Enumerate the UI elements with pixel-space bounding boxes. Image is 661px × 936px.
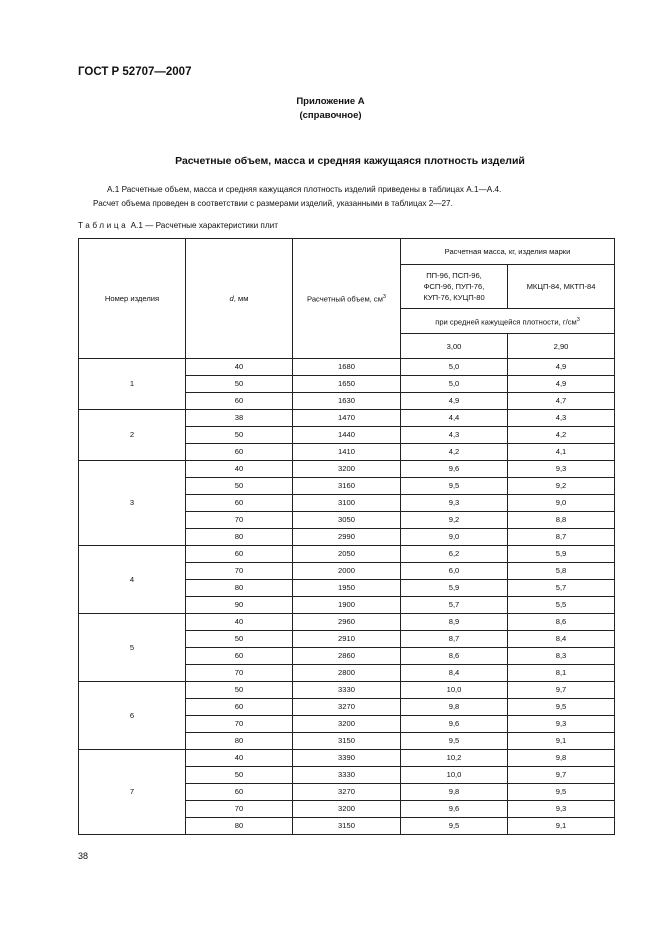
- cell-volume: 3150: [293, 818, 401, 835]
- cell-volume: 3330: [293, 767, 401, 784]
- table-row: [79, 614, 615, 631]
- cell-mass2: 8,6: [508, 614, 615, 631]
- cell-item-number: 2: [79, 410, 186, 461]
- header-volume-sup: 3: [382, 294, 386, 301]
- cell-volume: 3200: [293, 801, 401, 818]
- cell-d: 80: [186, 529, 293, 546]
- cell-mass1: 9,8: [401, 699, 508, 716]
- cell-volume: 1680: [293, 359, 401, 376]
- cell-mass1: 5,0: [401, 376, 508, 393]
- cell-volume: 1470: [293, 410, 401, 427]
- header-density-label: при средней кажущейся плотности, г/см: [435, 317, 577, 327]
- cell-volume: 3200: [293, 716, 401, 733]
- cell-item-number: 3: [79, 461, 186, 546]
- cell-item-number: 4: [79, 546, 186, 614]
- cell-volume: 3200: [293, 461, 401, 478]
- cell-d: 50: [186, 631, 293, 648]
- cell-mass1: 9,8: [401, 784, 508, 801]
- cell-mass2: 5,7: [508, 580, 615, 597]
- page-number: 38: [78, 851, 89, 861]
- header-density-sup: 3: [576, 316, 580, 323]
- cell-item-number: 1: [79, 359, 186, 410]
- appendix-heading: [0, 95, 661, 123]
- appendix-subtitle: (справочное): [299, 110, 362, 121]
- cell-d: 60: [186, 546, 293, 563]
- cell-mass1: 8,9: [401, 614, 508, 631]
- cell-d: 70: [186, 563, 293, 580]
- cell-volume: 3390: [293, 750, 401, 767]
- cell-volume: 1440: [293, 427, 401, 444]
- cell-mass1: 9,0: [401, 529, 508, 546]
- cell-mass1: 10,0: [401, 682, 508, 699]
- cell-mass1: 8,4: [401, 665, 508, 682]
- cell-mass2: 9,8: [508, 750, 615, 767]
- cell-d: 70: [186, 665, 293, 682]
- cell-d: 40: [186, 461, 293, 478]
- cell-d: 60: [186, 444, 293, 461]
- cell-volume: 2800: [293, 665, 401, 682]
- cell-mass2: 9,1: [508, 818, 615, 835]
- paragraph-a1: А.1 Расчетные объем, масса и средняя кажущаяся плотность изделий приведены в таблицах А.1—А.4.: [107, 185, 502, 194]
- cell-mass2: 9,7: [508, 682, 615, 699]
- cell-mass2: 4,2: [508, 427, 615, 444]
- header-brand-1: [401, 265, 508, 309]
- cell-mass2: 9,0: [508, 495, 615, 512]
- cell-item-number: 5: [79, 614, 186, 682]
- header-d-symbol: d: [229, 294, 234, 303]
- cell-mass1: 8,7: [401, 631, 508, 648]
- table-caption: [78, 221, 278, 230]
- header-volume-label: Расчетный объем, см: [307, 294, 383, 304]
- cell-volume: 3150: [293, 733, 401, 750]
- cell-volume: 3100: [293, 495, 401, 512]
- cell-mass1: 4,4: [401, 410, 508, 427]
- cell-mass1: 9,5: [401, 818, 508, 835]
- table-row: [79, 546, 615, 563]
- cell-mass1: 6,0: [401, 563, 508, 580]
- cell-volume: 3050: [293, 512, 401, 529]
- cell-volume: 2860: [293, 648, 401, 665]
- cell-mass2: 9,5: [508, 784, 615, 801]
- cell-mass2: 8,1: [508, 665, 615, 682]
- cell-mass2: 4,9: [508, 359, 615, 376]
- cell-mass1: 8,6: [401, 648, 508, 665]
- cell-volume: 3330: [293, 682, 401, 699]
- header-density: [401, 309, 615, 334]
- cell-volume: 2960: [293, 614, 401, 631]
- cell-volume: 2000: [293, 563, 401, 580]
- document-standard-number: ГОСТ Р 52707—2007: [78, 66, 192, 78]
- table-body: [79, 359, 615, 835]
- cell-mass1: 9,3: [401, 495, 508, 512]
- cell-d: 40: [186, 614, 293, 631]
- header-brand-2: МКЦП-84, МКТП-84: [508, 265, 615, 309]
- cell-volume: 1410: [293, 444, 401, 461]
- cell-mass1: 9,2: [401, 512, 508, 529]
- appendix-title: Приложение А: [296, 96, 365, 107]
- cell-mass2: 9,1: [508, 733, 615, 750]
- table-caption-prefix: Таблица: [78, 221, 129, 230]
- table-row: [79, 461, 615, 478]
- cell-d: 80: [186, 818, 293, 835]
- cell-mass2: 8,7: [508, 529, 615, 546]
- cell-d: 60: [186, 495, 293, 512]
- section-title: Расчетные объем, масса и средняя кажущаяся плотность изделий: [175, 155, 525, 167]
- cell-d: 40: [186, 750, 293, 767]
- cell-mass2: 8,4: [508, 631, 615, 648]
- cell-item-number: 6: [79, 682, 186, 750]
- cell-mass2: 9,3: [508, 716, 615, 733]
- cell-volume: 3270: [293, 699, 401, 716]
- cell-mass2: 5,8: [508, 563, 615, 580]
- cell-mass1: 4,2: [401, 444, 508, 461]
- cell-d: 80: [186, 580, 293, 597]
- cell-mass1: 5,0: [401, 359, 508, 376]
- table-row: [79, 682, 615, 699]
- cell-volume: 2050: [293, 546, 401, 563]
- cell-d: 50: [186, 427, 293, 444]
- table-row: [79, 750, 615, 767]
- cell-volume: 1950: [293, 580, 401, 597]
- cell-mass1: 4,3: [401, 427, 508, 444]
- cell-mass1: 9,5: [401, 733, 508, 750]
- cell-mass2: 5,5: [508, 597, 615, 614]
- cell-d: 40: [186, 359, 293, 376]
- table-row: [79, 359, 615, 376]
- cell-d: 60: [186, 393, 293, 410]
- cell-volume: 3160: [293, 478, 401, 495]
- header-item-number: Номер изделия: [79, 239, 186, 359]
- header-density-1: 3,00: [401, 334, 508, 359]
- cell-mass1: 10,2: [401, 750, 508, 767]
- cell-volume: 1900: [293, 597, 401, 614]
- cell-volume: 1650: [293, 376, 401, 393]
- header-brand-1-line3: КУП-76, КУЦП-80: [423, 293, 485, 302]
- cell-mass1: 6,2: [401, 546, 508, 563]
- cell-d: 90: [186, 597, 293, 614]
- cell-d: 50: [186, 682, 293, 699]
- cell-volume: 2990: [293, 529, 401, 546]
- cell-volume: 2910: [293, 631, 401, 648]
- cell-mass1: 9,5: [401, 478, 508, 495]
- cell-d: 50: [186, 767, 293, 784]
- cell-mass2: 9,3: [508, 801, 615, 818]
- cell-d: 60: [186, 784, 293, 801]
- cell-d: 50: [186, 478, 293, 495]
- cell-mass2: 4,3: [508, 410, 615, 427]
- cell-mass1: 4,9: [401, 393, 508, 410]
- cell-mass2: 4,1: [508, 444, 615, 461]
- header-brand-1-line1: ПП-96, ПСП-96,: [426, 271, 482, 280]
- header-mass: Расчетная масса, кг, изделия марки: [401, 239, 615, 265]
- cell-d: 70: [186, 512, 293, 529]
- cell-d: 70: [186, 716, 293, 733]
- cell-mass1: 5,9: [401, 580, 508, 597]
- cell-mass2: 8,8: [508, 512, 615, 529]
- cell-volume: 3270: [293, 784, 401, 801]
- cell-mass2: 4,9: [508, 376, 615, 393]
- cell-d: 38: [186, 410, 293, 427]
- cell-mass1: 10,0: [401, 767, 508, 784]
- cell-mass2: 4,7: [508, 393, 615, 410]
- cell-mass2: 8,3: [508, 648, 615, 665]
- header-density-2: 2,90: [508, 334, 615, 359]
- cell-mass1: 9,6: [401, 801, 508, 818]
- header-volume: [293, 239, 401, 359]
- paragraph-volume-note: Расчет объема проведен в соответствии с размерами изделий, указанными в таблицах 2—27.: [93, 199, 453, 208]
- table-row: [79, 410, 615, 427]
- cell-volume: 1630: [293, 393, 401, 410]
- cell-mass1: 9,6: [401, 461, 508, 478]
- cell-d: 80: [186, 733, 293, 750]
- cell-d: 60: [186, 699, 293, 716]
- header-brand-1-line2: ФСП-96, ПУП-76,: [423, 282, 485, 291]
- table-caption-text: А.1 — Расчетные характеристики плит: [128, 221, 278, 230]
- header-d: [186, 239, 293, 359]
- cell-mass2: 9,7: [508, 767, 615, 784]
- cell-mass2: 9,5: [508, 699, 615, 716]
- cell-mass1: 9,6: [401, 716, 508, 733]
- cell-d: 60: [186, 648, 293, 665]
- cell-mass2: 9,3: [508, 461, 615, 478]
- characteristics-table: [78, 238, 615, 835]
- cell-mass2: 9,2: [508, 478, 615, 495]
- cell-mass2: 5,9: [508, 546, 615, 563]
- cell-item-number: 7: [79, 750, 186, 835]
- cell-mass1: 5,7: [401, 597, 508, 614]
- cell-d: 70: [186, 801, 293, 818]
- cell-d: 50: [186, 376, 293, 393]
- header-d-unit: , мм: [233, 294, 249, 303]
